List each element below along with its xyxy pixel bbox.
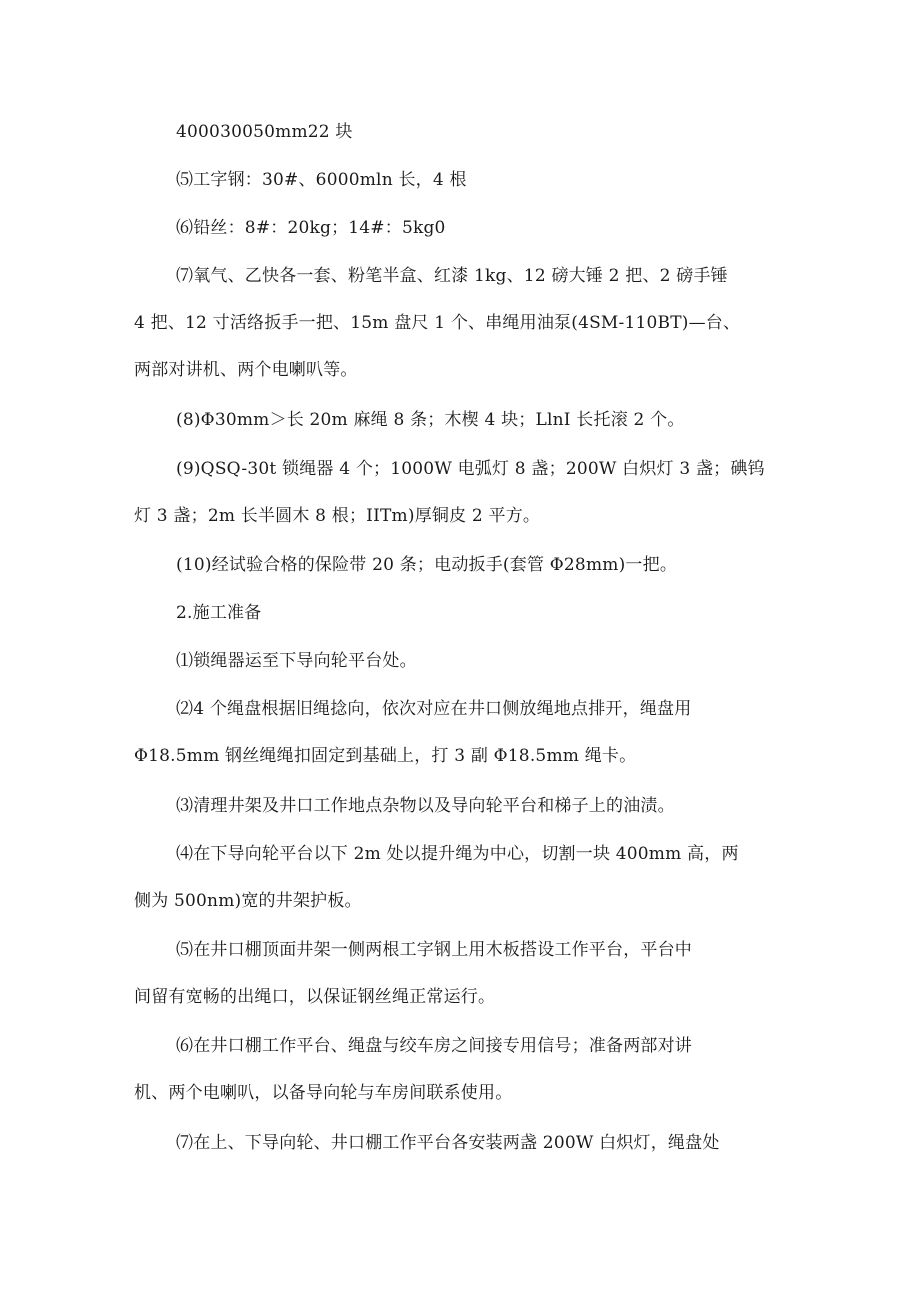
text-line: 4 把、12 寸活络扳手一把、15m 盘尺 1 个、串绳用油泵(4SM-110BT)—台、 <box>134 313 741 333</box>
paragraph-item-10-safety <box>134 542 788 589</box>
text-line: ⑷在下导向轮平台以下 2m 处以提升绳为中心，切割一块 400mm 高，两 <box>176 844 739 864</box>
paragraph-prep-4 <box>134 831 788 925</box>
text-line: 2.施工准备 <box>176 603 262 623</box>
text-line: 灯 3 盏；2m 长半圆木 8 根；IITm)厚铜皮 2 平方。 <box>134 506 541 526</box>
text-line: ⑹在井口棚工作平台、绳盘与绞车房之间接专用信号；准备两部对讲 <box>176 1036 692 1056</box>
paragraph-prep-3 <box>134 783 788 830</box>
text-line: ⑸在井口棚顶面井架一侧两根工字钢上用木板搭设工作平台，平台中 <box>176 940 692 960</box>
text-line: (10)经试验合格的保险带 20 条；电动扳手(套管 Φ28mm)一把。 <box>176 555 678 575</box>
paragraph-prep-6 <box>134 1023 788 1117</box>
text-line: ⑹铅丝：8#：20kg；14#：5kg0 <box>176 218 446 238</box>
text-line: (8)Φ30mm＞长 20m 麻绳 8 条；木楔 4 块；LlnI 长托滚 2 个。 <box>176 410 685 430</box>
text-line: 侧为 500nm)宽的井架护板。 <box>134 891 362 911</box>
paragraph-item-8-rope <box>134 397 788 444</box>
paragraph-item-6-wire <box>134 205 788 252</box>
section-heading-construction-prep <box>134 590 788 637</box>
text-line: Φ18.5mm 钢丝绳绳扣固定到基础上，打 3 副 Φ18.5mm 绳卡。 <box>134 746 637 766</box>
text-line: ⑸工字钢：30#、6000mln 长，4 根 <box>176 170 467 190</box>
text-line: 机、两个电喇叭，以备导向轮与车房间联系使用。 <box>134 1083 513 1103</box>
text-line: ⑺氧气、乙快各一套、粉笔半盒、红漆 1kg、12 磅大锤 2 把、2 磅手锤 <box>176 266 728 286</box>
text-line: ⑶清理井架及井口工作地点杂物以及导向轮平台和梯子上的油渍。 <box>176 796 675 816</box>
paragraph-prep-2 <box>134 686 788 780</box>
text-line: 间留有宽畅的出绳口，以保证钢丝绳正常运行。 <box>134 987 496 1007</box>
text-line: ⑵4 个绳盘根据旧绳捻向，依次对应在井口侧放绳地点排开，绳盘用 <box>176 699 692 719</box>
paragraph-plate-spec <box>134 109 788 156</box>
text-line: (9)QSQ-30t 锁绳器 4 个；1000W 电弧灯 8 盏；200W 白炽灯 3 盏；碘钨 <box>176 459 765 479</box>
text-line: ⑺在上、下导向轮、井口棚工作平台各安装两盏 200W 白炽灯，绳盘处 <box>176 1133 720 1153</box>
paragraph-item-5-i-beam <box>134 157 788 204</box>
text-line: ⑴锁绳器运至下导向轮平台处。 <box>176 651 417 671</box>
text-line: 400030050mm22 块 <box>176 122 353 142</box>
paragraph-prep-1 <box>134 638 788 685</box>
paragraph-prep-7 <box>134 1120 788 1167</box>
paragraph-prep-5 <box>134 927 788 1021</box>
paragraph-item-9-equipment <box>134 446 788 540</box>
paragraph-item-7-tools <box>134 253 788 394</box>
text-line: 两部对讲机、两个电喇叭等。 <box>134 360 358 380</box>
